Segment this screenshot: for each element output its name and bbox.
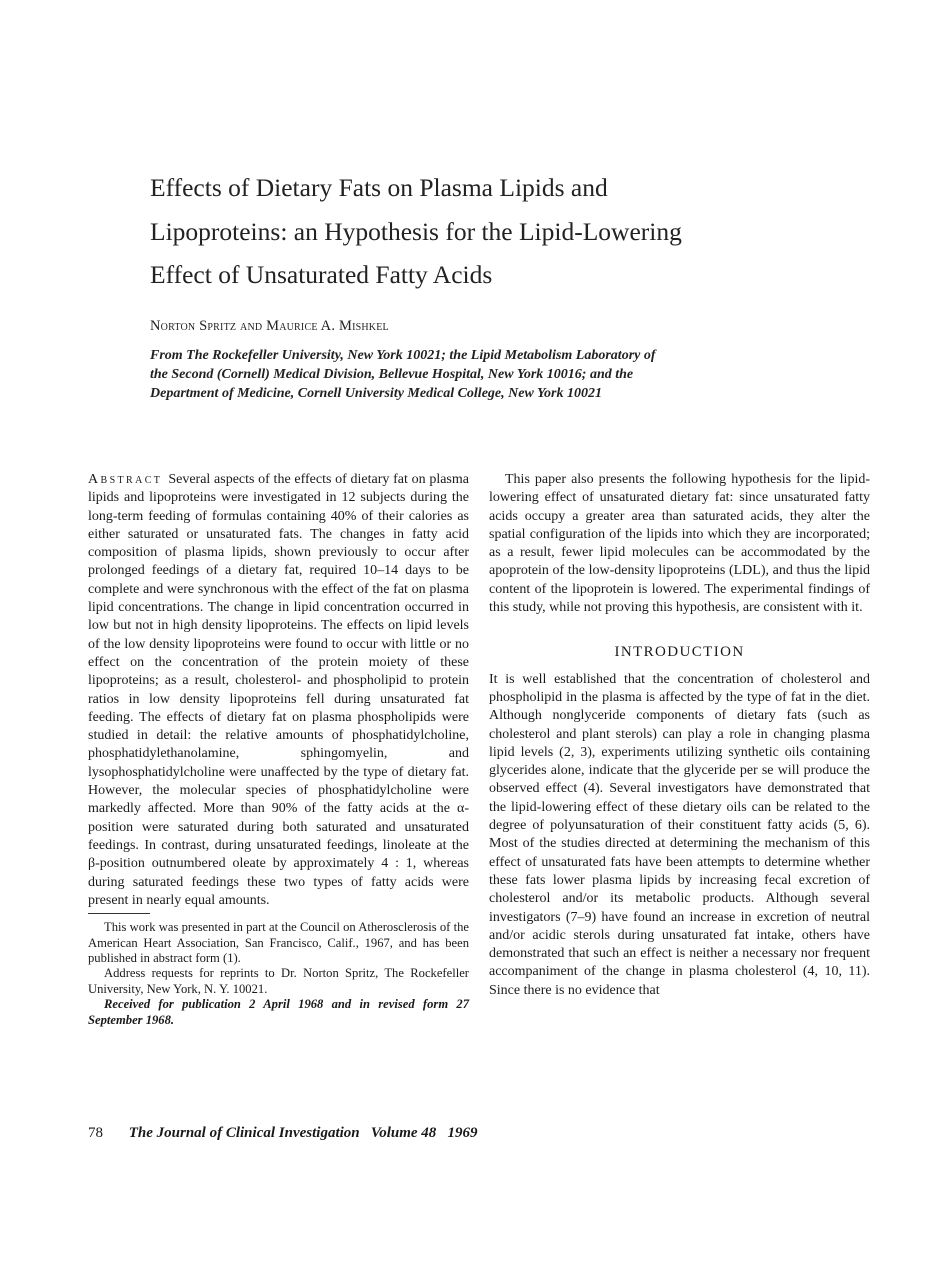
- title-line: Lipoproteins: an Hypothesis for the Lipid-Lowering: [150, 216, 682, 246]
- footnotes: [88, 920, 469, 1028]
- introduction-text: It is well established that the concentration of cholesterol and phospholipid in the plasma is affected by the type of fat in the diet. Although nonglyceride components of dietary fats (such as cholesterol and plant sterols) can play a role in changing plasma lipid levels (2, 3), experiments utilizing synthetic oils containing glycerides alone, indicate that the glyceride per se will produce the observed effect (4). Several investigators have demonstrated that the lipid-lowering effect of these dietary oils can be related to the degree of polyunsaturation of their constituent fatty acids (5, 6). Most of the studies directed at determining the mechanism of this effect of unsaturated fats have been attempts to determine whether these fats lower plasma lipids by increasing fecal excretion of cholesterol and/or its metabolic products. Although several investigators (7–9) have found an increase in excretion of neutral and/or acidic sterols during unsaturated fat intake, others have demonstrated that such an effect is neither a necessary nor frequent accompaniment of the change in plasma cholesterol (4, 10, 11). Since there is no evidence that: [489, 671, 870, 998]
- left-column: [88, 471, 469, 1028]
- footnote-divider: [88, 913, 150, 914]
- footnote-reprints: Address requests for reprints to Dr. Norton Spritz, The Rockefeller University, New York, N. Y. 10021.: [88, 966, 469, 996]
- author-list: Norton Spritz and Maurice A. Mishkel: [150, 318, 389, 334]
- right-column: [489, 471, 870, 1000]
- footnote-received: Received for publication 2 April 1968 and in revised form 27 September 1968.: [88, 997, 469, 1027]
- affiliation: From The Rockefeller University, New York 10021; the Lipid Metabolism Laboratory of the Second (Cornell) Medical Division, Bellevue Hospital, New York 10016; and the Department of Medicine, Cornell University Medical College, New York 10021: [150, 348, 656, 401]
- abstract-text: Several aspects of the effects of dietary fat on plasma lipids and lipoproteins were investigated in 12 subjects during the long-term feeding of formulas containing 40% of their calories as either saturated or unsaturated fats. The changes in fatty acid composition of plasma lipids, shown previously to occur after prolonged feedings of a dietary fat, required 10–14 days to be complete and were synchronous with the effect of the fat on plasma lipid concentrations. The change in lipid concentration occurred in low but not in high density lipoproteins. The effects on lipid levels of the low density lipoproteins were found to occur with little or no effect on the concentration of the protein moiety of these lipoproteins; as a result, cholesterol- and phospholipid to protein ratios in low density lipoproteins fell during unsaturated fat feeding. The effects of dietary fat on plasma phospholipids were studied in detail: the relative amounts of phosphatidylcholine, phosphatidylethanolamine, sphingomyelin, and lysophosphatidylcholine were unaffected by the type of dietary fat. However, the molecular species of phosphatidylcholine were markedly affected. More than 90% of the fatty acids at the α-position were saturated during both saturated and unsaturated feedings. In contrast, during unsaturated feedings, linoleate at the β-position outnumbered oleate by approximately 4 : 1, whereas during saturated feedings these two types of fatty acids were present in nearly equal amounts.: [88, 472, 469, 908]
- title-line: Effect of Unsaturated Fatty Acids: [150, 260, 493, 289]
- page-footer: [88, 1125, 478, 1142]
- title-line: Effects of Dietary Fats on Plasma Lipids and: [150, 173, 608, 202]
- hypothesis-paragraph: This paper also presents the following hypothesis for the lipid-lowering effect of unsaturated dietary fat: since unsaturated fatty acids occupy a greater area than saturated acids, they alter the spatial configuration of the lipids into which they are incorporated; as a result, fewer lipid molecules can be accommodated by the apoprotein of the low-density lipoproteins (LDL), and thus the lipid content of the lipoprotein is lowered. The experimental findings of this study, while not proving this hypothesis, are consistent with it.: [489, 472, 870, 616]
- footnote-presented: This work was presented in part at the Council on Atherosclerosis of the American Heart Association, San Francisco, Calif., 1967, and has been published in abstract form (1).: [88, 920, 469, 965]
- abstract: [88, 471, 469, 910]
- introduction-heading: INTRODUCTION: [614, 644, 745, 661]
- page-number: 78: [88, 1125, 103, 1141]
- article-title: [150, 166, 790, 297]
- abstract-label: Abstract: [88, 472, 163, 487]
- journal-citation: The Journal of Clinical Investigation Volume 48 1969: [128, 1125, 478, 1141]
